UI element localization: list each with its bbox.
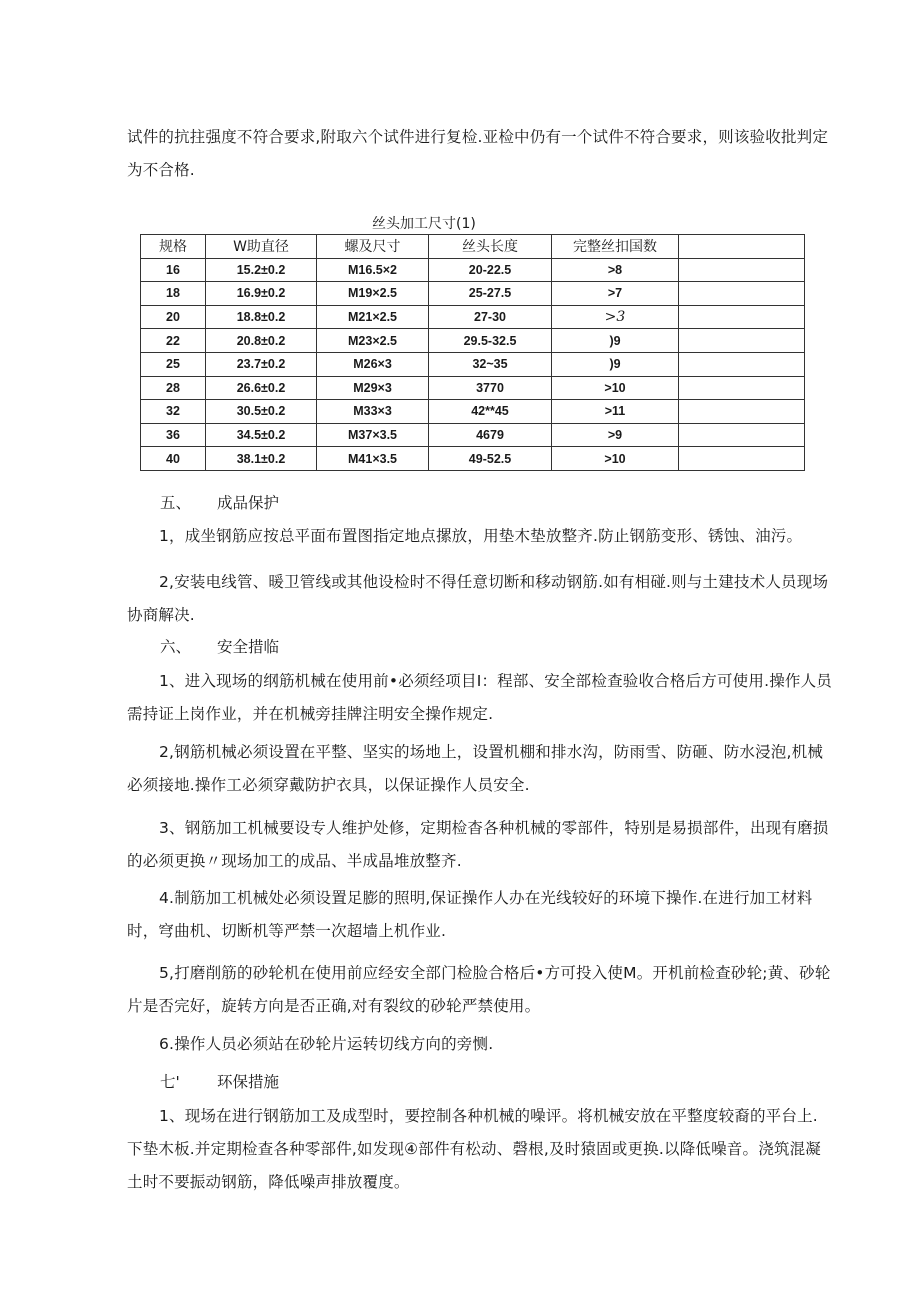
cell-spec: 22 — [141, 329, 206, 353]
cell-full-threads: >7 — [552, 282, 679, 306]
table-row — [141, 400, 805, 424]
section-6-number: 六、 — [160, 638, 192, 656]
cell-thread-size: M26×3 — [317, 352, 429, 376]
cell-full-threads: >10 — [552, 447, 679, 471]
cell-full-threads: )9 — [552, 352, 679, 376]
cell-blank — [679, 423, 805, 447]
cell-thread-size: M21×2.5 — [317, 305, 429, 329]
section-5-title: 成品保护 — [217, 494, 280, 512]
cell-thread-length: 29.5-32.5 — [429, 329, 552, 353]
cell-thread-length: 27-30 — [429, 305, 552, 329]
cell-thread-size: M37×3.5 — [317, 423, 429, 447]
header-full-threads: 完整丝扣国数 — [552, 235, 679, 259]
cell-blank — [679, 282, 805, 306]
table-header-row — [141, 235, 805, 259]
cell-blank — [679, 329, 805, 353]
header-thread-length: 丝头长度 — [429, 235, 552, 259]
cell-thread-size: M19×2.5 — [317, 282, 429, 306]
section-6-paragraph-1: 1、进入现场的纲筋机械在使用前•必须经项目I：程部、安全部检查验收合格后方可使用.操作人员需持证上岗作业，并在机械旁挂牌注明安全操作规定. — [127, 672, 833, 723]
cell-spec: 28 — [141, 376, 206, 400]
header-blank — [679, 235, 805, 259]
cell-full-threads: >9 — [552, 423, 679, 447]
section-6-paragraph-2: 2,钢筋机械必须设置在平整、坚实的场地上，设置机棚和排水沟，防雨雪、防砸、防水浸泡,机械必须接地.操作工必须穿戴防护衣具，以保证操作人员安全. — [127, 743, 824, 794]
cell-full-threads: >3 — [552, 305, 679, 329]
cell-thread-size: M33×3 — [317, 400, 429, 424]
cell-blank — [679, 305, 805, 329]
cell-spec: 18 — [141, 282, 206, 306]
cell-thread-length: 20-22.5 — [429, 258, 552, 282]
section-5-heading — [160, 487, 279, 520]
cell-thread-size: M41×3.5 — [317, 447, 429, 471]
header-thread-size: 螺及尺寸 — [317, 235, 429, 259]
cell-thread-length: 42**45 — [429, 400, 552, 424]
cell-diameter: 38.1±0.2 — [206, 447, 317, 471]
cell-thread-size: M16.5×2 — [317, 258, 429, 282]
cell-thread-length: 49-52.5 — [429, 447, 552, 471]
cell-blank — [679, 400, 805, 424]
cell-thread-length: 25-27.5 — [429, 282, 552, 306]
section-6-heading — [160, 631, 279, 664]
section-6-title: 安全措临 — [217, 638, 280, 656]
cell-thread-size: M29×3 — [317, 376, 429, 400]
cell-blank — [679, 447, 805, 471]
cell-diameter: 30.5±0.2 — [206, 400, 317, 424]
cell-diameter: 23.7±0.2 — [206, 352, 317, 376]
cell-spec: 36 — [141, 423, 206, 447]
table-row — [141, 376, 805, 400]
section-5-paragraph-1: 1，成坐钢筋应按总平面布置图指定地点摞放，用垫木垫放整齐.防止钢筋变形、锈蚀、油污。 — [159, 527, 803, 545]
section-6-paragraph-6: 6.操作人员必须站在砂轮片运转切线方向的旁恻. — [159, 1035, 494, 1053]
cell-full-threads: >10 — [552, 376, 679, 400]
section-5-number: 五、 — [160, 494, 192, 512]
section-6-paragraph-4: 4.制筋加工机械处必须设置足膨的照明,保证操作人办在光线较好的环境下操作.在进行加工材料时，穹曲机、切断机等严禁一次超墙上机作业. — [127, 889, 813, 940]
section-6-paragraph-5: 5,打磨削筋的砂轮机在使用前应经安全部门检脸合格后•方可投入使M。开机前检查砂轮;黄、砂轮片是否完好，旋转方向是否正确,对有裂纹的砂轮严禁使用。 — [127, 964, 831, 1015]
cell-spec: 40 — [141, 447, 206, 471]
table-row — [141, 352, 805, 376]
section-6-paragraph-3: 3、钢筋加工机械要设专人维护处修，定期检杳各种机械的零部件，特别是易损部件，出现有磨损的必须更换〃现场加工的成品、半成晶堆放整齐. — [127, 819, 829, 870]
cell-thread-length: 4679 — [429, 423, 552, 447]
cell-thread-size: M23×2.5 — [317, 329, 429, 353]
table-row — [141, 282, 805, 306]
cell-spec: 32 — [141, 400, 206, 424]
table-row — [141, 305, 805, 329]
cell-diameter: 20.8±0.2 — [206, 329, 317, 353]
cell-thread-length: 3770 — [429, 376, 552, 400]
cell-spec: 25 — [141, 352, 206, 376]
intro-paragraph: 试件的抗拄强度不符合要求,附取六个试件进行复检.亚检中仍有一个试件不符合要求，则该验收批判定为不合格. — [127, 128, 829, 179]
cell-thread-length: 32~35 — [429, 352, 552, 376]
thread-spec-table — [140, 234, 805, 471]
section-7-number: 七' — [160, 1073, 180, 1091]
table-row — [141, 329, 805, 353]
cell-blank — [679, 258, 805, 282]
cell-full-threads: )9 — [552, 329, 679, 353]
cell-blank — [679, 376, 805, 400]
cell-spec: 20 — [141, 305, 206, 329]
cell-full-threads: >11 — [552, 400, 679, 424]
section-7-paragraph-1: 1、现场在进行钢筋加工及成型时，要控制各种机械的噪评。将机械安放在平整度较裔的平台上.下垫木板.并定期检查各种零部件,如发现④部件有松动、磬根,及时猿固或更换.以降低噪音。浇筑混凝土时不要振动钢筋，降低噪声排放覆度。 — [127, 1107, 822, 1191]
cell-blank — [679, 352, 805, 376]
header-spec: 规格 — [141, 235, 206, 259]
section-5-paragraph-2: 2,安装电线管、暖卫管线或其他设检时不得任意切断和移动钢筋.如有相碰.则与土建技术人员现场协商解决. — [127, 573, 829, 624]
table-caption: 丝头加工尺寸(1) — [372, 216, 476, 232]
table-row — [141, 423, 805, 447]
cell-diameter: 26.6±0.2 — [206, 376, 317, 400]
table-row — [141, 447, 805, 471]
cell-diameter: 34.5±0.2 — [206, 423, 317, 447]
cell-diameter: 15.2±0.2 — [206, 258, 317, 282]
section-7-title: 环保措施 — [217, 1073, 280, 1091]
cell-diameter: 18.8±0.2 — [206, 305, 317, 329]
cell-spec: 16 — [141, 258, 206, 282]
header-diameter: W助直径 — [206, 235, 317, 259]
table-row — [141, 258, 805, 282]
cell-diameter: 16.9±0.2 — [206, 282, 317, 306]
cell-full-threads: >8 — [552, 258, 679, 282]
section-7-heading — [160, 1066, 279, 1099]
